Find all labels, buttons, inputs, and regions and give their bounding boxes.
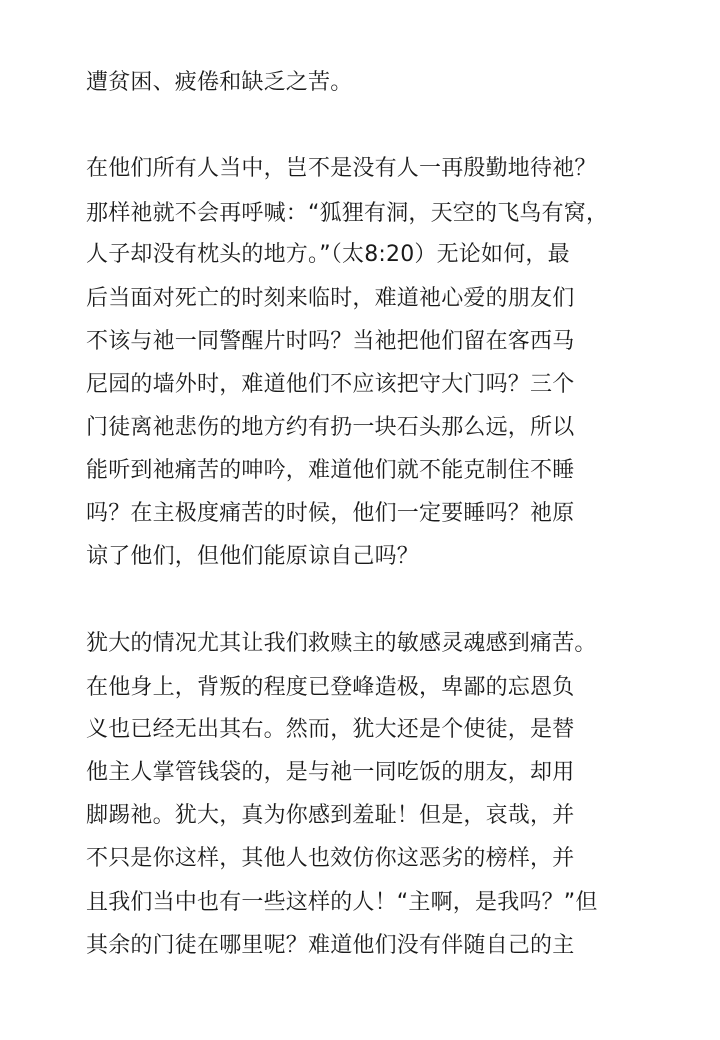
text-line: 在他身上，背叛的程度已登峰造极，卑鄙的忘恩负: [86, 675, 575, 700]
text-line: 他主人掌管钱袋的，是与祂一同吃饭的朋友，却用: [86, 760, 575, 785]
text-line: 脚踢祂。犹大，真为你感到羞耻！但是，哀哉，并: [86, 803, 575, 828]
text-line: 能听到祂痛苦的呻吟，难道他们就不能克制住不睡: [86, 458, 575, 483]
text-line: 不该与祂一同警醒片时吗？当祂把他们留在客西马: [86, 329, 575, 354]
text-line: 后当面对死亡的时刻来临时，难道祂心爱的朋友们: [86, 286, 575, 311]
text-line: 吗？在主极度痛苦的时候，他们一定要睡吗？祂原: [86, 501, 575, 526]
text-line: 尼园的墙外时，难道他们不应该把守大门吗？三个: [86, 372, 575, 397]
text-line: 在他们所有人当中，岂不是没有人一再殷勤地待祂？: [86, 156, 597, 181]
text-line: 义也已经无出其右。然而，犹大还是个使徒，是替: [86, 717, 575, 742]
text-line: 遭贫困、疲倦和缺乏之苦。: [86, 70, 353, 95]
text-line: 那样祂就不会再呼喊：“狐狸有洞，天空的飞鸟有窝，: [86, 201, 609, 226]
text-line: 人子却没有枕头的地方。”（太8:20）无论如何，最: [86, 242, 570, 267]
text-line: 其余的门徒在哪里呢？难道他们没有伴随自己的主: [86, 933, 575, 958]
text-line: 且我们当中也有一些这样的人！“主啊，是我吗？”但: [86, 890, 598, 915]
text-line: 门徒离祂悲伤的地方约有扔一块石头那么远，所以: [86, 415, 575, 440]
text-line: 犹大的情况尤其让我们救赎主的敏感灵魂感到痛苦。: [86, 631, 597, 656]
text-line: 不只是你这样，其他人也效仿你这恶劣的榜样，并: [86, 846, 575, 871]
text-line: 谅了他们，但他们能原谅自己吗？: [86, 544, 420, 569]
